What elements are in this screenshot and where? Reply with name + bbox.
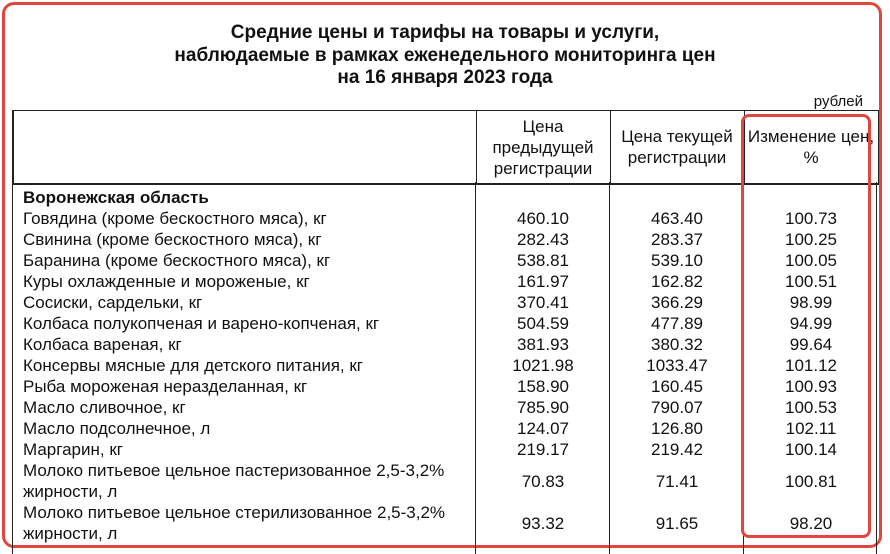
table-border-right — [876, 182, 877, 554]
product-name: Консервы мясные для детского питания, кг — [23, 356, 363, 375]
price-change: 100.73 — [785, 209, 837, 228]
currency-unit: рублей — [813, 93, 863, 110]
price-change: 99.64 — [789, 335, 833, 354]
product-name: Молоко питьевое цельное пастеризованное 2,5-3,2% жирности, л — [23, 461, 445, 501]
table-row — [13, 439, 878, 460]
product-name: Колбаса полукопченая и варено-копченая, кг — [23, 314, 380, 333]
price-change: 98.99 — [789, 293, 833, 312]
table-header-row — [13, 111, 878, 185]
column-divider-3 — [743, 182, 744, 554]
table-row — [13, 229, 878, 250]
price-change: 94.99 — [789, 314, 833, 333]
header-price-change: Изменение цен, % — [744, 111, 878, 185]
product-name: Говядина (кроме бескостного мяса), кг — [23, 209, 327, 228]
table-row — [13, 397, 878, 418]
table-row — [13, 502, 878, 544]
current-price: 477.89 — [651, 314, 703, 333]
product-name: Молоко питьевое цельное стерилизованное 2,5-3,2% жирности, л — [23, 503, 446, 543]
header-name — [13, 111, 476, 185]
product-name: Рыба мороженая неразделанная, кг — [23, 377, 308, 396]
product-name: Масло подсолнечное, л — [23, 419, 211, 438]
header-prev-price: Цена предыдущей регистрации — [476, 111, 610, 185]
current-price: 790.07 — [651, 398, 703, 417]
prev-price: 785.90 — [517, 398, 569, 417]
product-name: Маргарин, кг — [23, 440, 123, 459]
price-change: 100.14 — [785, 440, 837, 459]
region-name: Воронежская область — [23, 188, 209, 207]
title-line-2: наблюдаемые в рамках еженедельного мониторинга цен — [174, 44, 716, 66]
prev-price: 381.93 — [517, 335, 569, 354]
table-row — [13, 334, 878, 355]
product-name: Свинина (кроме бескостного мяса), кг — [23, 230, 322, 249]
price-change: 100.51 — [785, 272, 837, 291]
table-row — [13, 271, 878, 292]
prev-price: 93.32 — [521, 513, 565, 533]
price-change: 100.25 — [785, 230, 837, 249]
title-line-1: Средние цены и тарифы на товары и услуги, — [230, 22, 660, 43]
price-change: 100.81 — [785, 471, 837, 491]
prev-price: 538.81 — [517, 251, 569, 270]
current-price: 162.82 — [651, 272, 703, 291]
table-row — [13, 313, 878, 334]
current-price: 71.41 — [655, 471, 699, 491]
table-body — [13, 184, 878, 544]
prev-price: 504.59 — [517, 314, 569, 333]
column-divider-1 — [475, 182, 476, 554]
current-price: 160.45 — [651, 377, 703, 396]
current-price: 219.42 — [651, 440, 703, 459]
title-line-3: на 16 января 2023 года — [337, 67, 553, 88]
table-row — [13, 418, 878, 439]
price-change: 98.20 — [789, 513, 833, 533]
prev-price: 161.97 — [517, 272, 569, 291]
price-change: 101.12 — [785, 356, 837, 375]
table-row — [13, 208, 878, 229]
table-border-left — [12, 182, 13, 554]
prev-price: 1021.98 — [512, 356, 574, 375]
document-title — [0, 22, 890, 90]
current-price: 91.65 — [655, 513, 699, 533]
product-name: Сосиски, сардельки, кг — [23, 293, 203, 312]
prev-price: 158.90 — [517, 377, 569, 396]
price-table — [12, 110, 879, 544]
current-price: 283.37 — [651, 230, 703, 249]
current-price: 1033.47 — [646, 356, 708, 375]
product-name: Куры охлажденные и мороженые, кг — [23, 272, 310, 291]
current-price: 380.32 — [651, 335, 703, 354]
header-current-price: Цена текущей регистрации — [610, 111, 744, 185]
prev-price: 219.17 — [517, 440, 569, 459]
prev-price: 460.10 — [517, 209, 569, 228]
table-row — [13, 250, 878, 271]
price-change: 100.93 — [785, 377, 837, 396]
current-price: 463.40 — [651, 209, 703, 228]
current-price: 126.80 — [651, 419, 703, 438]
prev-price: 282.43 — [517, 230, 569, 249]
price-change: 102.11 — [785, 419, 837, 438]
current-price: 366.29 — [651, 293, 703, 312]
product-name: Баранина (кроме бескостного мяса), кг — [23, 251, 331, 270]
prev-price: 370.41 — [517, 293, 569, 312]
region-row — [13, 184, 878, 208]
price-change: 100.05 — [785, 251, 837, 270]
table-row — [13, 292, 878, 313]
table-row — [13, 355, 878, 376]
column-divider-2 — [609, 182, 610, 554]
product-name: Масло сливочное, кг — [23, 398, 186, 417]
price-change: 100.53 — [785, 398, 837, 417]
prev-price: 124.07 — [517, 419, 569, 438]
current-price: 539.10 — [651, 251, 703, 270]
table-row — [13, 460, 878, 502]
product-name: Колбаса вареная, кг — [23, 335, 182, 354]
table-row — [13, 376, 878, 397]
prev-price: 70.83 — [521, 471, 565, 491]
